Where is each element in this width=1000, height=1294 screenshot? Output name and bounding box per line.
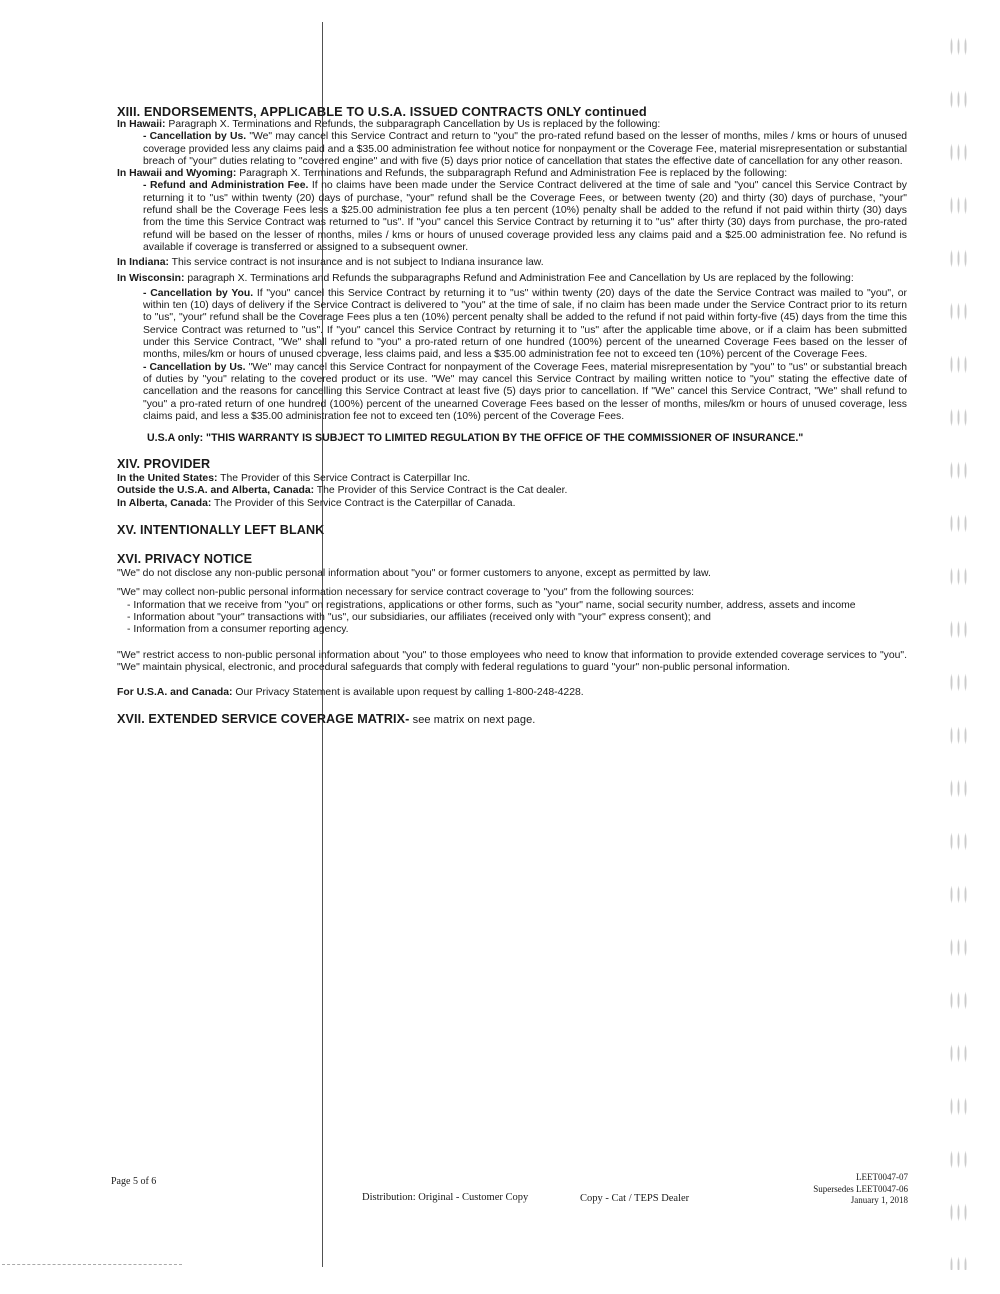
provider-alberta: In Alberta, Canada: The Provider of this Service Contract is the Caterpillar of Canada.: [117, 497, 516, 509]
wisconsin-cancellation-by-you: - Cancellation by You. If "you" cancel this Service Contract by returning it to "us" within twenty (20) days of the date the Service Contract was mailed to "you", or within ten (10) days of delivery if the Service Contract is delivered to "you" at the time of sale, if no claim has been made under the Service Contract prior to its return to "us", "your" refund shall be the Coverage Fees plus a ten (10%) percent penalty shall be added to the refund if not paid within forty-five (45) days from the time this Service Contract was returned to "us". If "you" cancel this Service Contract by returning it to "us" after the applicable time above, or if a claim has been submitted under this Service Contract, "We" shall refund to "you" a pro-rated return of one hundred (100%) percent of the unearned Coverage Fees based on the lesser of months, miles/km or hours of unused coverage, less claims paid, and less a $35.00 administration fee not to exceed ten (10%) percent of the Coverage Fees.: [143, 287, 907, 361]
privacy-p3: "We" restrict access to non-public personal information about "you" to those employees who need to know that information to provide extended coverage services to "you". "We" maintain physical, electronic, and procedural safeguards that comply with federal regulations to guard "your" non-public personal information.: [117, 649, 907, 673]
section-17-title: XVII. EXTENDED SERVICE COVERAGE MATRIX- see matrix on next page.: [117, 712, 536, 727]
scan-bottom-dash: [2, 1264, 182, 1266]
hawaii-cancellation: - Cancellation by Us. "We" may cancel this Service Contract and return to "you" the pro-rated refund based on the lesser of months, miles / kms or hours of unused coverage provided less any claims paid and a $35.00 administration fee without notice for nonpayment or the Coverage Fee, material misrepresentation or substantial breach of "your" duties relating to "covered engine" and with five (5) days prior notice of cancellation that states the effective date of cancellation for any other reason.: [143, 131, 907, 167]
section-13-title: XIII. ENDORSEMENTS, APPLICABLE TO U.S.A. ISSUED CONTRACTS ONLY continued: [117, 104, 647, 119]
section-16-title: XVI. PRIVACY NOTICE: [117, 552, 253, 567]
privacy-source-1: - Information that we receive from "you" on registrations, applications or other forms, such as "your" name, social security number, address, assets and income: [127, 599, 856, 611]
hawaii-wyoming-intro: In Hawaii and Wyoming: Paragraph X. Terminations and Refunds, the subparagraph Refund and Administration Fee is replaced by the following:: [117, 168, 788, 180]
hawaii-wyoming-refund: - Refund and Administration Fee. If no claims have been made under the Service Contract delivered at the time of sale and "you" cancel this Service Contract by returning it to "us" within twenty (20) days of purchase, "your" refund shall be the Coverage Fees, or between twenty (20) and thirty (30) days of purchase, "your" refund shall be the Coverage Fees less a $25.00 administration fee plus a ten percent (10%) penalty shall be added to the refund if not paid within thirty (30) days from the time this Service Contract was returned to "us". If "you" cancel this Service Contract by returning it to "us" after thirty (30) days from purchase, the pro-rated refund will be based on the lesser of months, miles / kms or hours of unused coverage provided less any claims paid and a $25.00 administration fee. No refund is available if coverage is transferred or assigned to a subsequent owner.: [143, 180, 907, 253]
wisconsin-cancellation-by-us: - Cancellation by Us. "We" may cancel this Service Contract for nonpayment of the Coverage Fees, material misrepresentation by "you" to "us" or substantial breach of duties by "you" relating to the covered product or its use. "We" may cancel this Service Contract by mailing written notice to "you" stating the effective date of cancellation and the reasons for cancelling this Service Contract at least five (5) days prior to cancellation. If "We" cancel this Service Contract, "We" shall refund to "you" a pro-rated return of one hundred (100%) percent of the unearned Coverage Fees based on the lesser of months, miles/km or hours of unused coverage, less claims paid, and less a $35.00 administration fee not to exceed ten (10%) percent of the Coverage Fees.: [143, 361, 908, 422]
privacy-source-2: - Information about "your" transactions with "us", our subsidiaries, our affiliates (received only with "your" express consent); and: [127, 611, 711, 623]
privacy-statement: For U.S.A. and Canada: Our Privacy Statement is available upon request by calling 1-800-248-4228.: [117, 687, 584, 699]
document-body: [117, 104, 907, 729]
privacy-p1: "We" do not disclose any non-public personal information about "you" or former customers to anyone, except as permitted by law.: [117, 568, 711, 580]
form-date: January 1, 2018: [850, 1195, 908, 1205]
form-info: [813, 1172, 908, 1207]
privacy-source-3: - Information from a consumer reporting agency.: [127, 624, 349, 636]
copy-label: Copy - Cat / TEPS Dealer: [580, 1193, 690, 1204]
page-number: Page 5 of 6: [111, 1176, 157, 1187]
wisconsin-intro: In Wisconsin: paragraph X. Terminations and Refunds the subparagraphs Refund and Administration Fee and Cancellation by Us are replaced by the following:: [117, 272, 854, 284]
section-15-title: XV. INTENTIONALLY LEFT BLANK: [117, 523, 325, 538]
supersedes: Supersedes LEET0047-06: [813, 1183, 908, 1194]
section-14-title: XIV. PROVIDER: [117, 457, 211, 472]
distribution-label: Distribution: Original - Customer Copy: [362, 1192, 529, 1203]
form-id: LEET0047-07: [856, 1172, 908, 1182]
provider-us: In the United States: The Provider of this Service Contract is Caterpillar Inc.: [117, 473, 471, 485]
indiana-clause: In Indiana: This service contract is not insurance and is not subject to Indiana insurance law.: [117, 257, 544, 269]
provider-outside: Outside the U.S.A. and Alberta, Canada: The Provider of this Service Contract is the Cat dealer.: [117, 485, 568, 497]
privacy-p2: "We" may collect non-public personal information necessary for service contract coverage to "you" from the following sources:: [117, 587, 695, 599]
warranty-notice: U.S.A only: "THIS WARRANTY IS SUBJECT TO LIMITED REGULATION BY THE OFFICE OF THE COMMISSIONER OF INSURANCE.": [147, 432, 804, 445]
scan-edge-noise: [948, 20, 968, 1270]
hawaii-intro: In Hawaii: Paragraph X. Terminations and Refunds, the subparagraph Cancellation by Us is replaced by the following:: [117, 119, 661, 130]
